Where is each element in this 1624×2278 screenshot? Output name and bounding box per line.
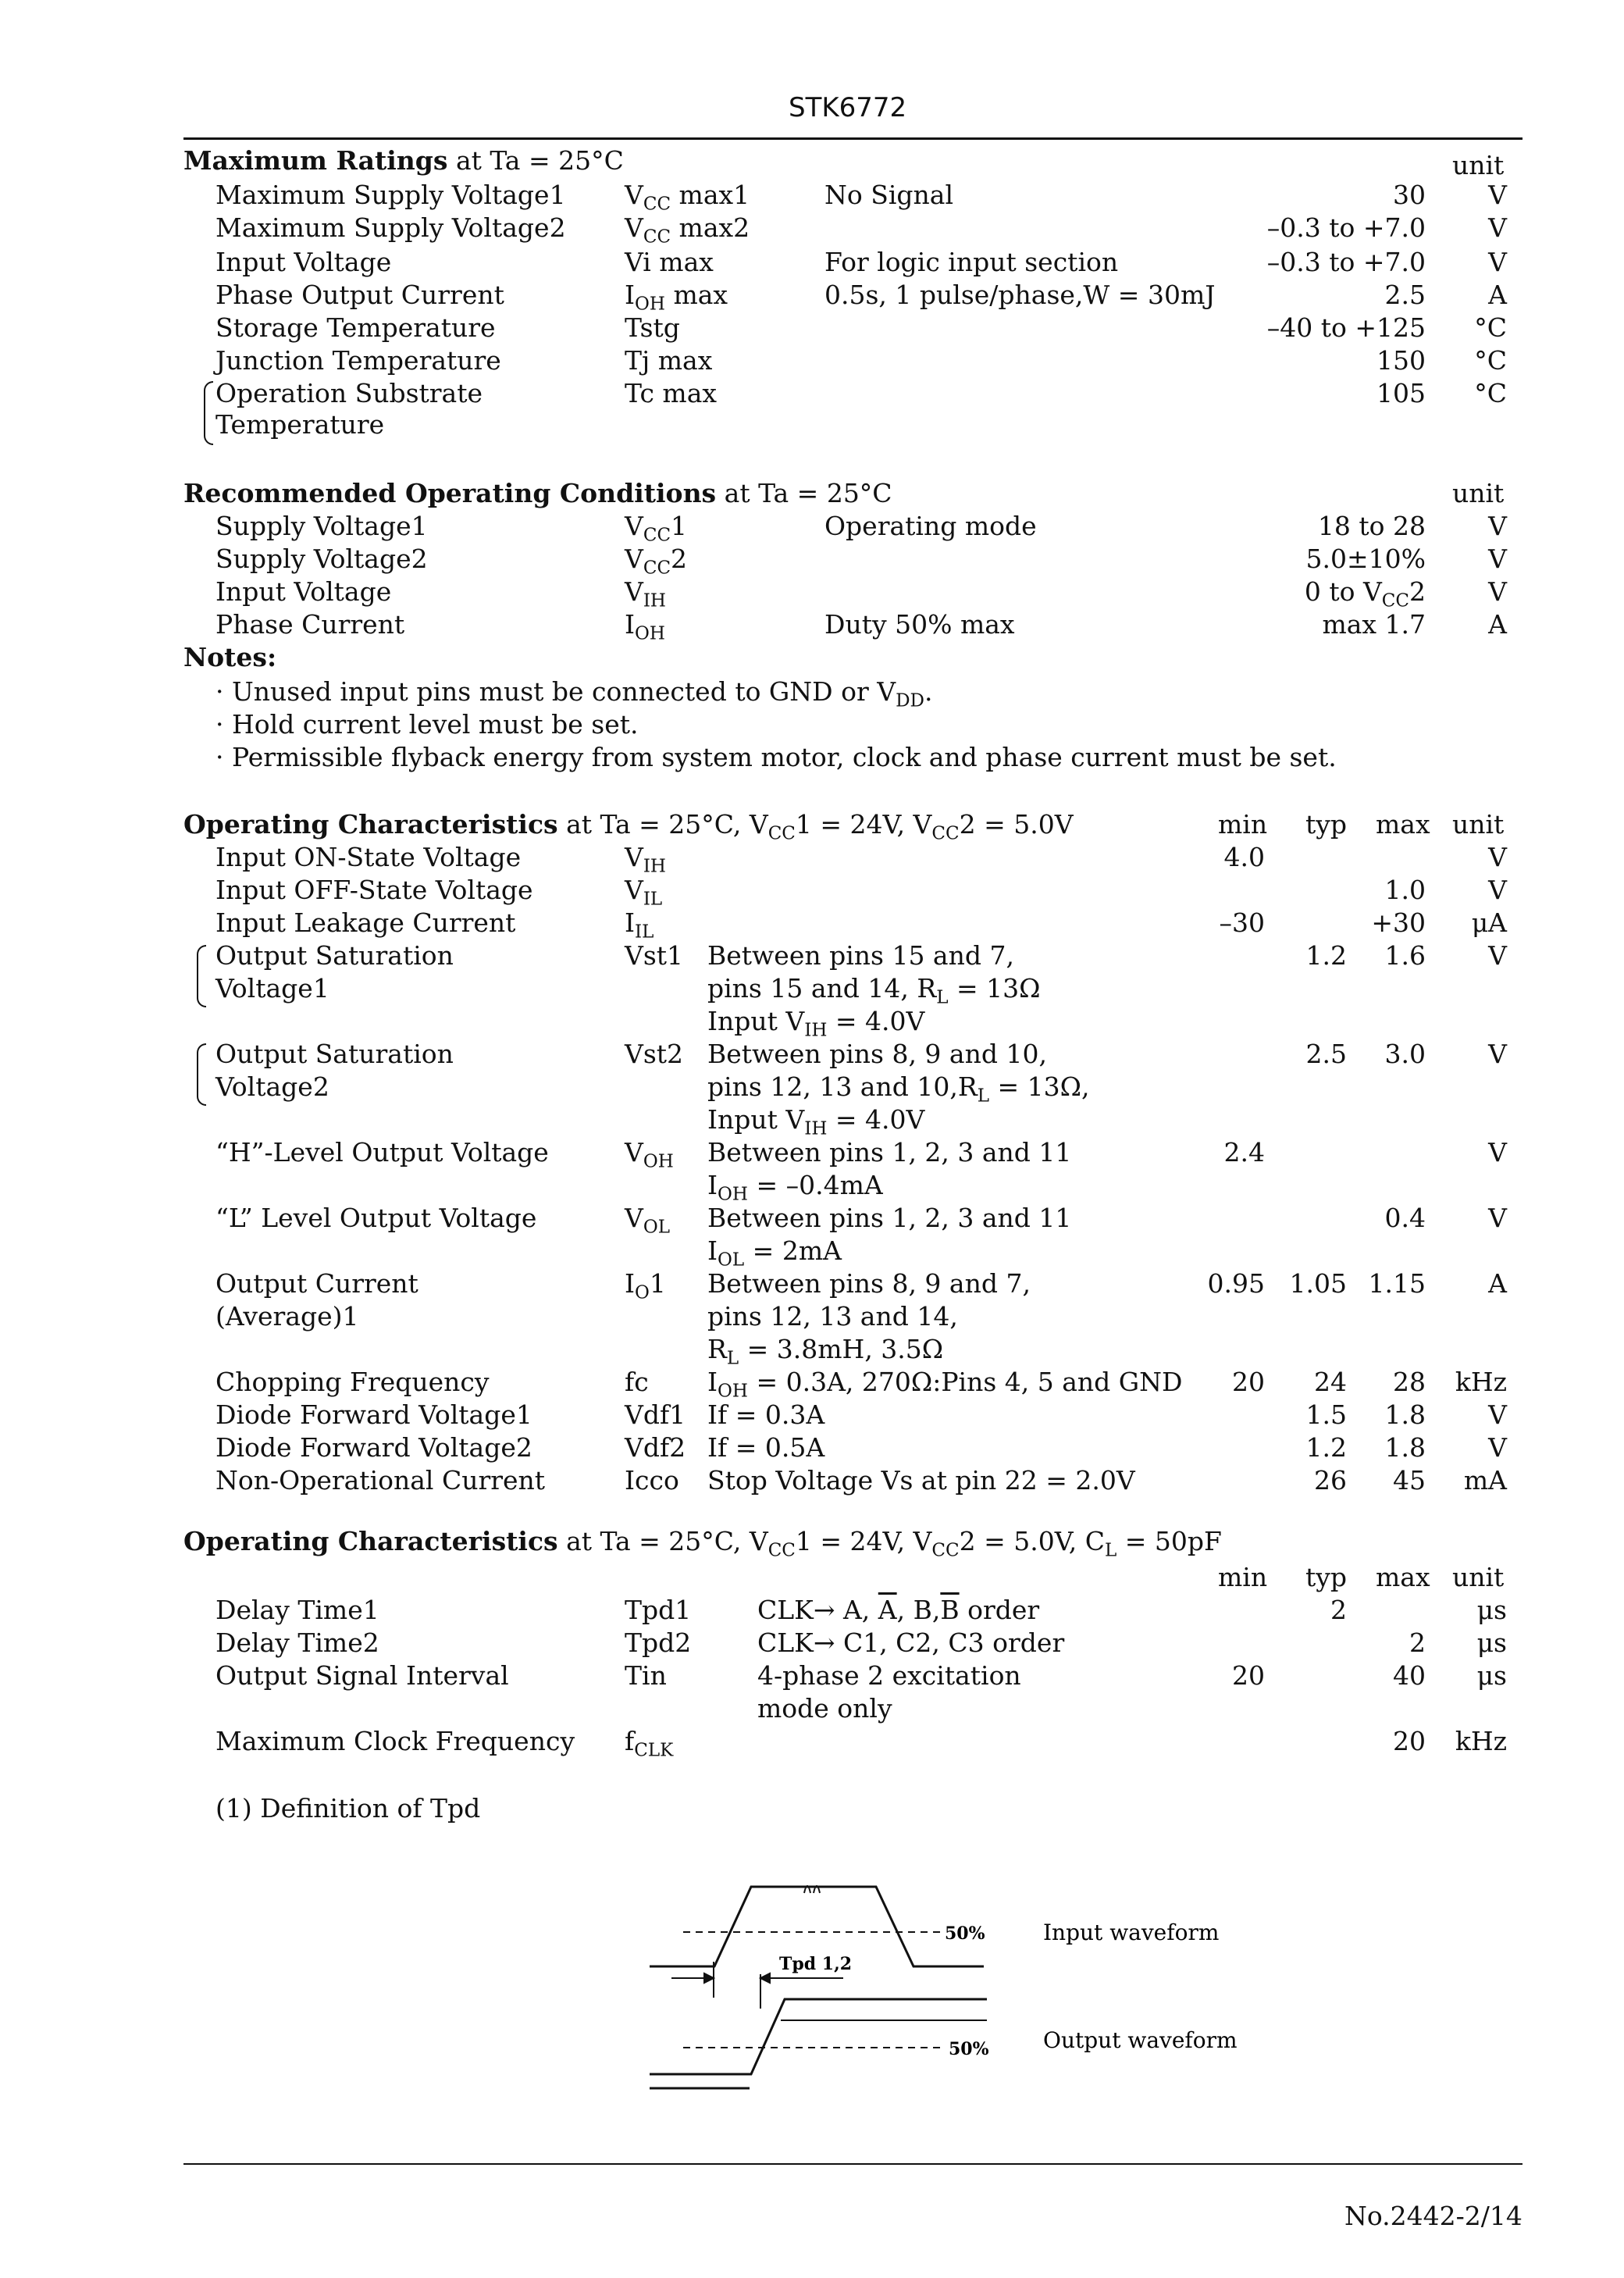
timing-symbol (625, 1660, 667, 1692)
timing-unit: μs (1476, 1627, 1507, 1658)
vst2-param2: Voltage2 (215, 1071, 329, 1102)
sym-rest: max (664, 280, 728, 310)
timing-symbol (625, 1627, 691, 1659)
part-number-header: STK6772 (789, 92, 907, 123)
sym-base: I (625, 609, 636, 640)
vol-symbol: $V_{OL}$ (625, 1203, 670, 1238)
vst1-param: Output Saturation (215, 940, 454, 971)
cond-text: order (959, 1595, 1040, 1625)
op-char-typ: 1.2 (1305, 1432, 1347, 1463)
rec-value-text: 18 to 28 (1317, 511, 1426, 541)
cond-text: If = 0.5A (707, 1432, 825, 1463)
col-max-2: max (1376, 1562, 1430, 1592)
overbar-text: $\overline{B}$ (940, 1595, 960, 1625)
vst2-cond2: pins 12, 13 and $10,R_L = 13\Omega$, (707, 1071, 1090, 1107)
sym-sub: IH (643, 590, 666, 611)
col-typ-2: typ (1305, 1562, 1348, 1592)
tpd-arrows (671, 1973, 843, 1983)
op-char1-heading: Operating Characteristics at Ta = 25°C, $V_{CC}1 = 24V$, $V_{CC}2 = 5.0V$ (183, 809, 1074, 844)
rec-condition: Operating mode (824, 511, 1037, 541)
cond-sub: OH (718, 1381, 748, 1402)
timing-unit: μs (1476, 1660, 1507, 1691)
voh-symbol: $V_{OH}$ (625, 1137, 674, 1172)
vst2-max: 3.0 (1384, 1039, 1426, 1069)
rec-condition: Duty 50% max (824, 609, 1015, 640)
max-rating-unit: A (1488, 280, 1507, 310)
op-char-param: Input Leakage Current (215, 907, 516, 938)
vst1-unit: V (1488, 940, 1507, 971)
timing-condition (757, 1595, 1039, 1626)
op-char-max: 1.8 (1384, 1432, 1426, 1463)
col-typ: typ (1305, 809, 1348, 840)
tpd-label: Tpd 1,2 (779, 1954, 853, 1974)
sym-sub: OH (635, 294, 665, 315)
sym-base: V (625, 576, 643, 607)
max-rating-unit: °C (1474, 312, 1507, 343)
vst1-symbol: Vst1 (625, 940, 684, 971)
note-3: · Permissible flyback energy from system motor, clock and phase current must be set. (215, 742, 1337, 772)
rec-value-rest: 2 (1409, 576, 1426, 607)
overbar-text: $\overline{A}$ (878, 1595, 897, 1625)
rec-value-text: 0 to V (1304, 576, 1382, 607)
notes-title: Notes: (183, 642, 277, 672)
col-unit-2: unit (1452, 1562, 1505, 1592)
max-rating-value: 150 (1376, 345, 1426, 376)
sym-base: V (625, 875, 643, 905)
op-char-max: 1.0 (1384, 875, 1426, 905)
sym-sub: CC (643, 194, 671, 215)
timing-condition: 4-phase 2 excitation (757, 1660, 1021, 1691)
brace (204, 381, 213, 445)
rec-param: Supply Voltage1 (215, 511, 428, 541)
op-char-max: 28 (1393, 1367, 1426, 1397)
brace (197, 1043, 206, 1106)
vst1-cond3: Input $V_{IH} = 4.0V$ (707, 1006, 925, 1041)
op-char-param: Input ON-State Voltage (215, 842, 522, 872)
vst2-cond1: Between pins 8, 9 and 10, (707, 1039, 1047, 1069)
io-cond2: pins 12, 13 and 14, (707, 1301, 958, 1332)
timing-param: Delay Time2 (215, 1627, 379, 1658)
sym-rest: 2 (671, 544, 688, 574)
op-char-symbol: Icco (625, 1465, 679, 1495)
sym-base: V (625, 842, 643, 872)
op-char-unit: V (1488, 1399, 1507, 1430)
op-char-unit: μA (1471, 907, 1507, 938)
cond-text: CLK→ A, (757, 1595, 878, 1625)
timing-param: Delay Time1 (215, 1595, 379, 1625)
op-char-max: +30 (1371, 907, 1426, 938)
vst1-param2: Voltage1 (215, 973, 329, 1004)
vst2-typ: 2.5 (1305, 1039, 1347, 1069)
op-char-min: 20 (1232, 1367, 1265, 1397)
rec-value-text: max 1.7 (1322, 609, 1426, 640)
op-char-max: 1.8 (1384, 1399, 1426, 1430)
cond-text: , B, (896, 1595, 941, 1625)
sym-base: I (625, 907, 636, 938)
op-char-param: Input OFF-State Voltage (215, 875, 533, 905)
col-min-2: min (1218, 1562, 1268, 1592)
vst1-max: 1.6 (1384, 940, 1426, 971)
timing-symbol (625, 1595, 691, 1626)
rec-value (1171, 544, 1426, 575)
sym-sub: IL (635, 922, 654, 943)
io-typ: 1.05 (1289, 1268, 1347, 1299)
sym-base: Tc max (625, 378, 717, 408)
max-rating-param: Input Voltage (215, 247, 392, 277)
timing-condition: CLK→ C1, C2, C3 order (757, 1627, 1065, 1658)
max-ratings-heading: Maximum Ratings at Ta = 25°C (183, 145, 624, 176)
col-unit: unit (1452, 809, 1505, 840)
io-cond1: Between pins 8, 9 and 7, (707, 1268, 1031, 1299)
op-char-param: Diode Forward Voltage2 (215, 1432, 532, 1463)
timing-max: 20 (1393, 1726, 1426, 1756)
voh-cond1: Between pins 1, 2, 3 and 11 (707, 1137, 1072, 1168)
max-rating-value: 30 (1393, 180, 1426, 210)
op-char-max: 45 (1393, 1465, 1426, 1495)
max-rating-value: –0.3 to +7.0 (1266, 247, 1426, 277)
note-2: · Hold current level must be set. (215, 709, 639, 740)
io-param: Output Current (215, 1268, 418, 1299)
io-cond3: $R_L = 3.8mH$, 3.5Ω (707, 1334, 944, 1369)
timing-symbol (625, 1726, 673, 1766)
max-rating-value: –0.3 to +7.0 (1266, 212, 1426, 243)
op-char-param: Non-Operational Current (215, 1465, 546, 1495)
sym-base: Tin (625, 1660, 667, 1691)
timing-param: Output Signal Interval (215, 1660, 509, 1691)
rec-value (1171, 511, 1426, 542)
vol-cond2: $I_{OL} = 2mA$ (707, 1235, 842, 1271)
rec-value-text: 5.0±10% (1305, 544, 1426, 574)
sym-sub: OH (635, 623, 665, 644)
max-rating-unit: V (1488, 247, 1507, 277)
op-char-typ: 26 (1314, 1465, 1347, 1495)
op-char-unit: mA (1463, 1465, 1507, 1495)
voh-min: 2.4 (1223, 1137, 1265, 1168)
sym-base: Tpd1 (625, 1595, 692, 1625)
max-ratings-unit-label: unit (1452, 150, 1505, 180)
rec-symbol (625, 609, 665, 650)
vst1-cond2: pins 15 and 14, $R_L = 13\Omega$ (707, 973, 1041, 1008)
max-rating-value: –40 to +125 (1266, 312, 1426, 343)
rec-unit: V (1488, 576, 1507, 607)
sym-rest: max2 (671, 212, 750, 243)
cond-text: Stop Voltage Vs at pin 22 = 2.0V (707, 1465, 1135, 1495)
rec-param: Supply Voltage2 (215, 544, 428, 574)
io-max: 1.15 (1368, 1268, 1426, 1299)
output-waveform-label: Output waveform (1043, 2027, 1238, 2053)
note-1: · Unused input pins must be connected to GND or $V_{DD}$. (215, 676, 933, 711)
max-rating-unit: °C (1474, 378, 1507, 408)
sym-base: V (625, 511, 643, 541)
op-char-unit: V (1488, 1432, 1507, 1463)
vol-cond1: Between pins 1, 2, 3 and 11 (707, 1203, 1072, 1233)
sym-sub: IH (643, 856, 666, 877)
vol-max: 0.4 (1384, 1203, 1426, 1233)
op-char2-heading: Operating Characteristics at Ta = 25°C, $V_{CC}1 = 24V$, $V_{CC}2 = 5.0V$, $C_L = 50pF$ (183, 1526, 1222, 1561)
vst2-cond3: Input $V_{IH} = 4.0V$ (707, 1104, 925, 1139)
io-min: 0.95 (1207, 1268, 1265, 1299)
vol-unit: V (1488, 1203, 1507, 1233)
vst1-typ: 1.2 (1305, 940, 1347, 971)
voh-cond2: $I_{OH} = -0.4mA$ (707, 1170, 883, 1205)
io-unit: A (1488, 1268, 1507, 1299)
max-rating-symbol (625, 378, 717, 419)
sym-sub: CC (643, 558, 671, 579)
max-rating-condition: 0.5s, 1 pulse/phase,W = 30mJ (824, 280, 1216, 310)
op-char-unit: kHz (1455, 1367, 1507, 1397)
output-waveform-line (650, 1999, 987, 2074)
vst2-unit: V (1488, 1039, 1507, 1069)
sym-sub: CC (643, 226, 671, 248)
sym-rest: max1 (671, 180, 750, 210)
max-rating-param: Storage Temperature (215, 312, 496, 343)
timing-unit: kHz (1455, 1726, 1507, 1756)
op-char-condition (707, 1465, 1135, 1496)
sym-base: Tpd2 (625, 1627, 692, 1658)
rec-value-sub: CC (1381, 590, 1409, 611)
op-char-min: 4.0 (1223, 842, 1265, 872)
op-char-condition (707, 1399, 824, 1431)
cond-text: I (707, 1367, 718, 1397)
col-max: max (1376, 809, 1430, 840)
op-char-typ: 24 (1314, 1367, 1347, 1397)
max-ratings-row7-line2: Temperature (215, 409, 385, 440)
vst1-cond1: Between pins 15 and 7, (707, 940, 1014, 971)
sym-sub: CLK (634, 1740, 674, 1761)
max-rating-param: Operation Substrate (215, 378, 483, 408)
sym-base: V (625, 180, 643, 210)
timing-param: Maximum Clock Frequency (215, 1726, 575, 1756)
sym-base: Tj max (625, 345, 713, 376)
rec-value (1171, 609, 1426, 640)
max-rating-unit: V (1488, 180, 1507, 210)
op-char-condition (707, 1432, 824, 1463)
voh-param: “H”-Level Output Voltage (215, 1137, 549, 1168)
col-min: min (1218, 809, 1268, 840)
max-rating-condition: For logic input section (824, 247, 1119, 277)
op-char-typ: 1.5 (1305, 1399, 1347, 1430)
timing-max: 2 (1409, 1627, 1426, 1658)
voh-unit: V (1488, 1137, 1507, 1168)
op-char-symbol: Vdf1 (625, 1399, 686, 1430)
timing-typ: 2 (1330, 1595, 1347, 1625)
rec-unit: V (1488, 544, 1507, 574)
max-rating-unit: °C (1474, 345, 1507, 376)
rec-cond-unit-label: unit (1452, 478, 1505, 508)
op-char-symbol: fc (625, 1367, 649, 1397)
sym-sub: CC (643, 525, 671, 546)
rec-param: Input Voltage (215, 576, 392, 607)
vol-param: “L” Level Output Voltage (215, 1203, 537, 1233)
max-rating-value: 2.5 (1384, 280, 1426, 310)
output-50pct-label: 50% (949, 2039, 989, 2059)
op-char-unit: V (1488, 842, 1507, 872)
max-rating-value: 105 (1376, 378, 1426, 408)
sym-base: Vi max (625, 247, 714, 277)
header-rule (183, 137, 1522, 140)
timing-max: 40 (1393, 1660, 1426, 1691)
input-waveform-label: Input waveform (1043, 1920, 1220, 1945)
sym-base: I (625, 280, 636, 310)
op-char-symbol: Vdf2 (625, 1432, 686, 1463)
timing-diagram (640, 1866, 1265, 2101)
footer-rule (183, 2163, 1522, 2165)
brace (197, 945, 206, 1007)
rec-unit: V (1488, 511, 1507, 541)
timing-unit: μs (1476, 1595, 1507, 1625)
rec-cond-heading: Recommended Operating Conditions at Ta = 25°C (183, 478, 892, 508)
vst2-param: Output Saturation (215, 1039, 454, 1069)
definition-title: (1) Definition of Tpd (215, 1793, 481, 1823)
max-rating-param: Phase Output Current (215, 280, 504, 310)
cond-rest: = 0.3A, 270Ω:Pins 4, 5 and GND (747, 1367, 1183, 1397)
sym-base: Tstg (625, 312, 680, 343)
sym-base: f (625, 1726, 635, 1756)
op-char-param: Diode Forward Voltage1 (215, 1399, 532, 1430)
op-char-param: Chopping Frequency (215, 1367, 490, 1397)
rec-unit: A (1488, 609, 1507, 640)
max-rating-param: Maximum Supply Voltage1 (215, 180, 566, 210)
max-rating-unit: V (1488, 212, 1507, 243)
sym-base: V (625, 212, 643, 243)
vst2-symbol: Vst2 (625, 1039, 684, 1069)
max-rating-param: Junction Temperature (215, 345, 501, 376)
sym-sub: IL (643, 889, 663, 910)
page-number: No.2442-2/14 (1344, 2201, 1522, 2231)
input-50pct-label: 50% (945, 1923, 985, 1944)
sym-rest: 1 (671, 511, 688, 541)
op-char-unit: V (1488, 875, 1507, 905)
rec-param: Phase Current (215, 609, 405, 640)
max-rating-condition: No Signal (824, 180, 953, 210)
sym-base: V (625, 544, 643, 574)
tin-cond-line2: mode only (757, 1693, 892, 1724)
op-char-min: –30 (1219, 907, 1265, 938)
io-param2: (Average)1 (215, 1301, 359, 1332)
io-symbol: $I_O1$ (625, 1268, 666, 1303)
cond-text: If = 0.3A (707, 1399, 825, 1430)
timing-min: 20 (1232, 1660, 1265, 1691)
max-rating-param: Maximum Supply Voltage2 (215, 212, 566, 243)
